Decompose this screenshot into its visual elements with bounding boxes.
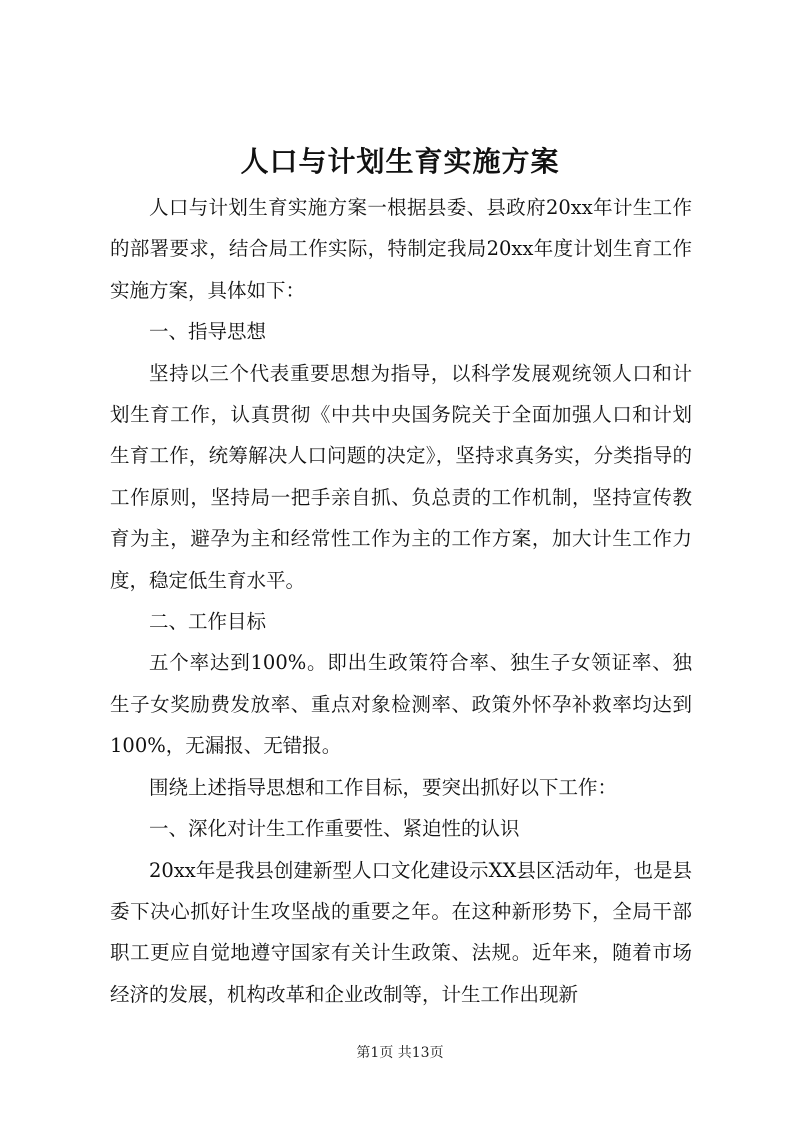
- paragraph-work-goals: 五个率达到100%。即出生政策符合率、独生子女领证率、独生子女奖励费发放率、重点对象检测率、政策外怀孕补救率均达到100%，无漏报、无错报。: [110, 651, 692, 758]
- heading-work-goals: 二、工作目标: [149, 610, 267, 634]
- paragraph-guiding-ideology: 坚持以三个代表重要思想为指导，以科学发展观统领人口和计划生育工作，认真贯彻《中共中央国务院关于全面加强人口和计划生育工作，统筹解决人口问题的决定》，坚持求真务实，分类指导的工作原则，坚持局一把手亲自抓、负总责的工作机制，坚持宣传教育为主，避孕为主和经常性工作为主的工作方案，加大计生工作力度，稳定低生育水平。: [110, 361, 692, 592]
- paragraph-transition: 围绕上述指导思想和工作目标，要突出抓好以下工作：: [149, 775, 618, 799]
- paragraph-intro: 人口与计划生育实施方案一根据县委、县政府20xx年计生工作的部署要求，结合局工作实际，特制定我局20xx年度计划生育工作实施方案，具体如下：: [110, 196, 692, 302]
- page-title: 人口与计划生育实施方案: [240, 145, 560, 178]
- heading-guiding-ideology: 一、指导思想: [149, 320, 267, 344]
- page-footer: 第1页 共13页: [356, 1045, 444, 1061]
- heading-deepen-understanding: 一、深化对计生工作重要性、紧迫性的认识: [149, 817, 520, 841]
- paragraph-deepen-understanding: 20xx年是我县创建新型人口文化建设示XX县区活动年，也是县委下决心抓好计生攻坚战的重要之年。在这种新形势下，全局干部职工更应自觉地遵守国家有关计生政策、法规。近年来，随着市场经济的发展，机构改革和企业改制等，计生工作出现新: [110, 858, 692, 1006]
- document-body: [110, 187, 692, 1015]
